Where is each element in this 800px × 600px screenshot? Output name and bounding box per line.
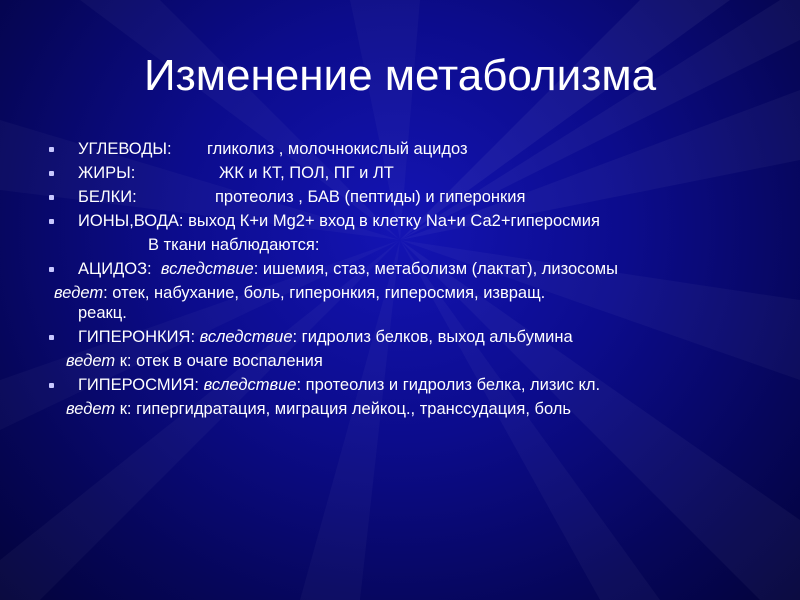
line-label: ГИПЕРОСМИЯ: bbox=[78, 376, 199, 394]
line-label: УГЛЕВОДЫ: bbox=[78, 140, 172, 158]
line-value: : гидролиз белков, выход альбумина bbox=[292, 328, 573, 346]
line-value: : протеолиз и гидролиз белка, лизис кл. bbox=[296, 376, 601, 394]
line-value: гликолиз , молочнокислый ацидоз bbox=[207, 140, 468, 158]
line-text: реакц. bbox=[78, 304, 127, 322]
bullet-icon bbox=[49, 147, 55, 153]
bullet-icon bbox=[49, 195, 55, 201]
line-label: АЦИДОЗ: bbox=[78, 260, 152, 278]
line-value: протеолиз , БАВ (пептиды) и гиперонкия bbox=[215, 188, 526, 206]
line-text: В ткани наблюдаются: bbox=[148, 236, 320, 254]
line-value: к: гипергидратация, миграция лейкоц., транссудация, боль bbox=[119, 400, 571, 418]
line-label: ГИПЕРОНКИЯ: bbox=[78, 328, 196, 346]
line-label: ЖИРЫ: bbox=[78, 164, 136, 182]
line-text bbox=[78, 258, 618, 280]
line-value: : ишемия, стаз, метаболизм (лактат), лизосомы bbox=[253, 260, 618, 278]
line-label: БЕЛКИ: bbox=[78, 188, 137, 206]
line-value: к: отек в очаге воспаления bbox=[119, 352, 323, 370]
line-text bbox=[78, 374, 600, 396]
line-text bbox=[78, 210, 600, 232]
because-word: вследствие bbox=[160, 260, 254, 278]
leads-word: ведет bbox=[66, 400, 116, 418]
leads-word: ведет bbox=[54, 284, 104, 302]
line-text bbox=[78, 326, 573, 348]
bullet-icon bbox=[49, 335, 55, 341]
because-word: вследствие bbox=[203, 376, 297, 394]
slide-title: Изменение метаболизма bbox=[143, 51, 657, 100]
bullet-icon bbox=[49, 219, 55, 225]
line-text bbox=[66, 398, 571, 420]
line-label: ИОНЫ,ВОДА bbox=[78, 212, 179, 230]
line-value: : выход К+и Мg2+ вход в клетку Na+и Са2+гиперосмия bbox=[178, 212, 600, 230]
line-value: ЖК и КТ, ПОЛ, ПГ и ЛТ bbox=[219, 164, 394, 182]
because-word: вследствие bbox=[199, 328, 293, 346]
bullet-icon bbox=[49, 267, 55, 273]
line-text bbox=[66, 350, 323, 372]
leads-word: ведет bbox=[66, 352, 116, 370]
bullet-icon bbox=[49, 171, 55, 177]
bullet-icon bbox=[49, 383, 55, 389]
line-value: : отек, набухание, боль, гиперонкия, гиперосмия, извращ. bbox=[103, 284, 546, 302]
line-text bbox=[54, 282, 545, 304]
